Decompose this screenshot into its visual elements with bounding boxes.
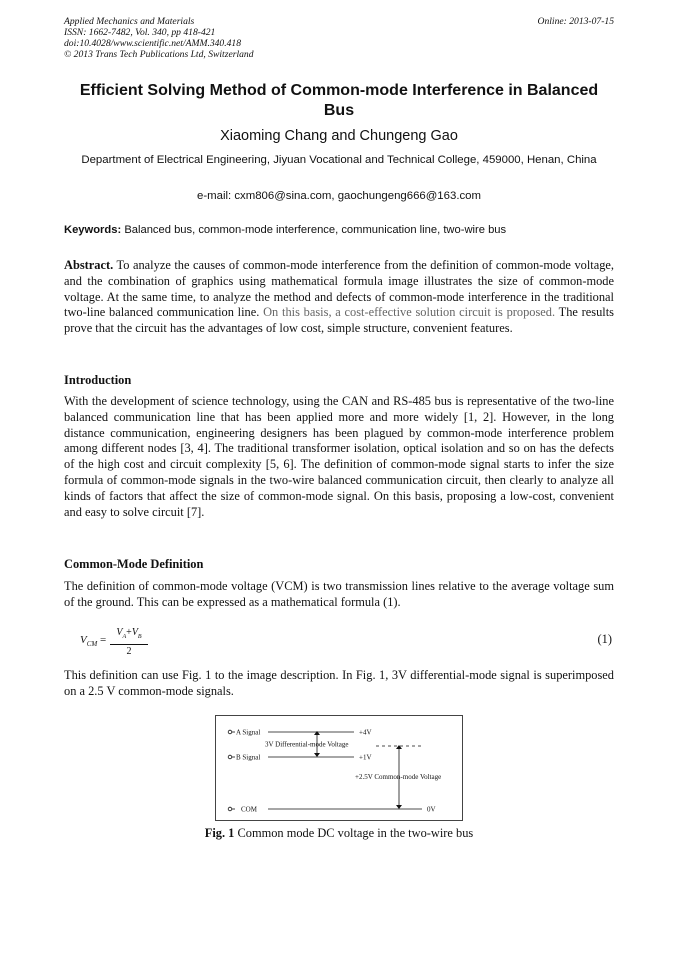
cm-definition-heading: Common-Mode Definition xyxy=(64,557,204,571)
introduction-text: With the development of science technology, using the CAN and RS-485 bus is representative of the two-line balanced communication line that has been applied more and more widely [1, 2]. However, in the long distance communication, engineering designers has been plagued by common-mode interference problem among different nodes [3, 4]. The traditional transformer isolation, optical isolation and so on has the defects of the high cost and circuit complexity [5, 6]. The definition of common-mode signal starts to infer the size formula of common-mode signals in the two-wire balanced communication circuit, then clearly to analyze all kinds of factors that affect the size of common-mode signal. On this basis, proposing a low-cost, convenient and easy to solve circuit [7]. xyxy=(64,394,614,519)
keywords-text: Balanced bus, common-mode interference, communication line, two-wire bus xyxy=(124,224,507,236)
formula-denominator: 2 xyxy=(126,646,132,657)
caption-text: Common mode DC voltage in the two-wire bus xyxy=(237,826,474,840)
com-terminal-icon xyxy=(228,807,232,811)
zero-v-label: 0V xyxy=(427,805,436,814)
fraction-bar xyxy=(110,644,148,645)
b-terminal-icon xyxy=(228,755,232,759)
abstract-label: Abstract. xyxy=(64,258,114,272)
cm-definition-text: The definition of common-mode voltage (VCM) is two transmission lines relative to the average voltage sum of the ground. This can be expressed as a mathematical formula (1). xyxy=(64,579,614,609)
paper-authors: Xiaoming Chang and Chungeng Gao xyxy=(220,128,458,144)
paper-title: Efficient Solving Method of Common-mode Interference in Balanced Bus xyxy=(79,82,599,119)
issn-line: ISSN: 1662-7482, Vol. 340, pp 418-421 xyxy=(64,27,216,38)
diff-voltage-label: 3V Differential-mode Voltage xyxy=(265,740,349,749)
keywords-label: Keywords: xyxy=(64,224,122,236)
a-signal-label: A Signal xyxy=(236,728,261,737)
plus4v-label: +4V xyxy=(359,728,372,737)
abstract-text-end: The results prove that the circuit has the advantages of low cost, simple structure, convenient features. xyxy=(64,305,615,336)
cm-arrow-down-icon xyxy=(396,805,402,809)
figure-1-diagram xyxy=(216,716,464,822)
journal-name: Applied Mechanics and Materials xyxy=(64,16,195,27)
cm-arrow-up-icon xyxy=(396,745,402,749)
diff-arrow-up-icon xyxy=(314,731,320,735)
online-date: Online: 2013-07-15 xyxy=(537,16,614,27)
a-terminal-icon xyxy=(228,730,232,734)
keywords xyxy=(64,223,616,237)
copyright-line: © 2013 Trans Tech Publications Ltd, Switzerland xyxy=(64,49,254,60)
formula-lhs: $V_{CM}$ = xyxy=(80,634,107,649)
abstract-grey-text: On this basis, a cost-effective solution circuit is proposed. xyxy=(263,305,556,320)
introduction-heading: Introduction xyxy=(64,373,132,387)
abstract xyxy=(64,258,614,337)
com-label: COM xyxy=(241,805,257,814)
author-email: e-mail: cxm806@sina.com, gaochungeng666@163.com xyxy=(197,190,481,202)
b-signal-label: B Signal xyxy=(236,753,261,762)
figure-1-caption xyxy=(64,826,614,841)
equation-number: (1) xyxy=(597,632,612,646)
cm-voltage-label: +2.5V Common-mode Voltage xyxy=(355,773,442,781)
affiliation: Department of Electrical Engineering, Jiyuan Vocational and Technical College, 459000, Henan, China xyxy=(81,154,597,166)
formula-fraction xyxy=(110,627,148,658)
journal-header xyxy=(64,16,616,60)
figure-1 xyxy=(215,715,463,821)
formula-numerator: $V_A+V_B$ xyxy=(116,627,142,640)
caption-label: Fig. 1 xyxy=(204,826,235,840)
formula-1 xyxy=(80,625,620,657)
after-formula-text: This definition can use Fig. 1 to the image description. In Fig. 1, 3V differential-mode signal is superimposed on a 2.5 V common-mode signals. xyxy=(64,668,614,698)
doi-line: doi:10.4028/www.scientific.net/AMM.340.418 xyxy=(64,38,242,49)
plus1v-label: +1V xyxy=(359,753,372,762)
abstract-text: To analyze the causes of common-mode interference from the definition of common-mode voltage, and the combination of graphics using mathematical formula image illustrates the size of common-mode voltage. At the same time, to analyze the method and defects of common-mode interference in the traditional two-line balanced communication line. xyxy=(64,258,615,320)
diff-arrow-down-icon xyxy=(314,753,320,757)
